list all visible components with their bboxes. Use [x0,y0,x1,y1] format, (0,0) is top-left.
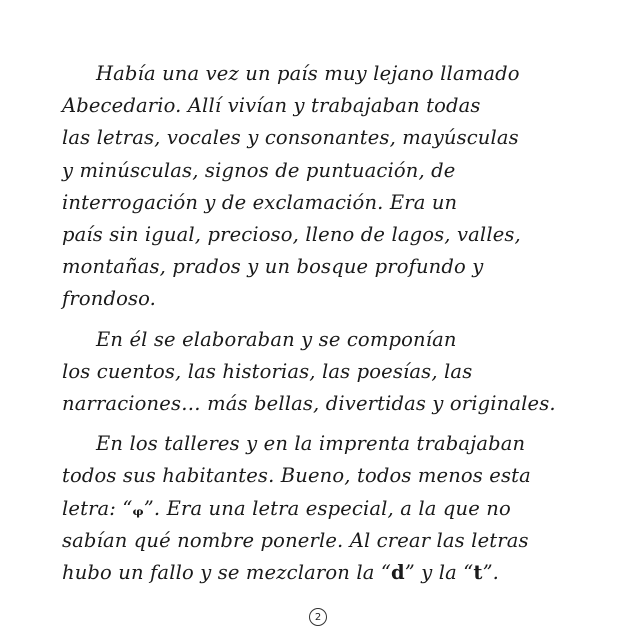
paragraph-3 [62,428,582,589]
text-line-letters-d-t [62,557,582,589]
text-line-special-letter [62,493,582,525]
story-text [62,58,582,597]
text-line: montañas, prados y un bosque profundo y [62,255,484,279]
special-letter-glyph: ᵩ [132,496,144,520]
text-line: frondoso. [62,287,157,311]
text-line: Abecedario. Allí vivían y trabajaban todas [62,94,481,118]
text-line: En él se elaboraban y se componían [96,327,457,351]
text-fragment: hubo un fallo y se mezclaron la “ [62,561,391,585]
text-fragment: ” y la “ [404,561,474,585]
text-line: En los talleres y en la imprenta trabajaban [96,432,526,456]
text-line: las letras, vocales y consonantes, mayúsculas [62,126,519,150]
letter-t-glyph: t [473,561,483,585]
page-number-badge: 2 [309,608,327,626]
text-line: sabían qué nombre ponerle. Al crear las letras [62,528,529,552]
text-fragment: ”. Era una letra especial, a la que no [143,496,511,520]
text-line: Había una vez un país muy lejano llamado [96,62,520,85]
text-line: interrogación y de exclamación. Era un [62,190,458,214]
text-fragment: ”. [482,561,500,585]
text-line: país sin igual, precioso, lleno de lagos, valles, [62,223,521,247]
text-line: los cuentos, las historias, las poesías, las [62,359,473,383]
paragraph-2 [62,324,582,421]
text-fragment: letra: “ [62,496,133,520]
text-line: todos sus habitantes. Bueno, todos menos esta [62,464,531,488]
text-line: narraciones… más bellas, divertidas y originales. [62,392,556,416]
paragraph-1 [62,58,582,316]
text-line: y minúsculas, signos de puntuación, de [62,158,456,182]
letter-d-glyph: d [390,561,405,585]
